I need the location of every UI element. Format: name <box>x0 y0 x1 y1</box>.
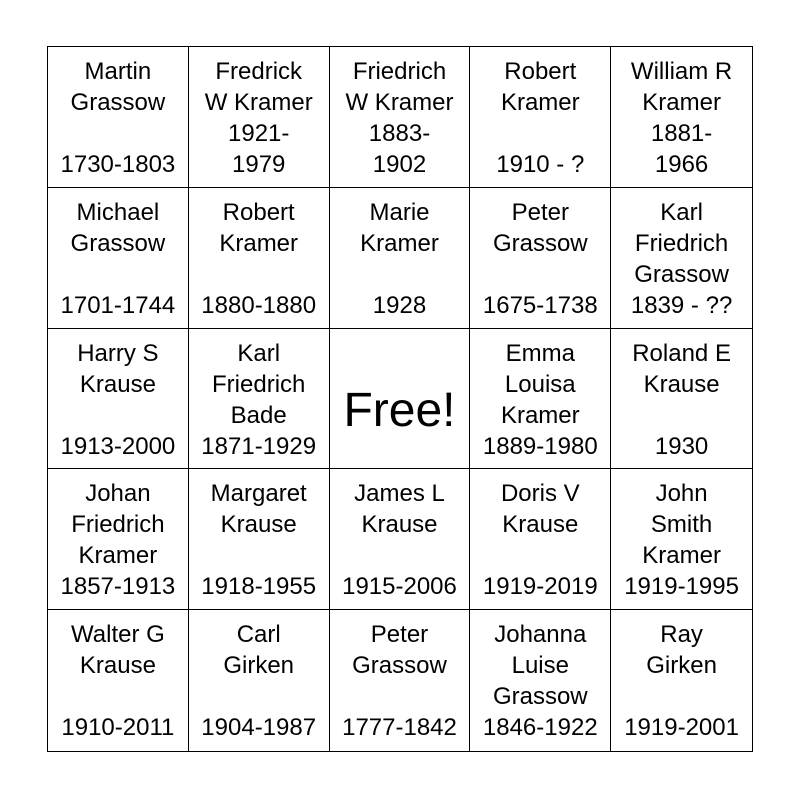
cell-text-line: Emma <box>505 339 575 367</box>
cell-text-line: 1857-1913 <box>60 573 176 601</box>
cell-text-line: Friedrich <box>71 511 165 539</box>
bingo-cell[interactable] <box>189 329 330 470</box>
cell-text-line: Krause <box>79 370 156 398</box>
bingo-cell[interactable] <box>189 47 330 188</box>
cell-text-line: Krause <box>502 511 579 539</box>
cell-text-line: 1915-2006 <box>342 573 457 601</box>
bingo-cell[interactable] <box>48 329 189 470</box>
bingo-cell[interactable] <box>470 469 611 610</box>
bingo-cell[interactable] <box>470 610 611 751</box>
bingo-cell[interactable] <box>470 47 611 188</box>
bingo-cell[interactable] <box>48 610 189 751</box>
bingo-cell[interactable] <box>330 469 471 610</box>
cell-text-line: Johanna <box>494 621 587 649</box>
cell-text-line: Karl <box>237 339 281 367</box>
cell-text-line: Friedrich <box>212 370 306 398</box>
bingo-cell[interactable] <box>48 188 189 329</box>
cell-text-line: 1921- <box>228 120 290 147</box>
cell-text-line: Kramer <box>219 229 299 257</box>
cell-text-line: 1919-2019 <box>482 573 598 601</box>
cell-text-line: Roland E <box>632 339 731 367</box>
cell-text-line: Grassow <box>352 652 447 680</box>
bingo-cell[interactable] <box>189 610 330 751</box>
cell-text-line: Martin <box>84 58 152 85</box>
bingo-cell[interactable] <box>611 610 752 751</box>
bingo-cell[interactable] <box>330 188 471 329</box>
cell-text-line: Grassow <box>70 229 166 257</box>
cell-text-line: 1730-1803 <box>60 151 176 178</box>
cell-text-line: Smith <box>650 511 713 539</box>
cell-text-line: 1928 <box>372 291 427 319</box>
cell-text-line: Fredrick <box>215 58 303 85</box>
free-space-label: Free! <box>343 383 456 437</box>
cell-text-line: 1919-1995 <box>624 573 739 601</box>
bingo-cell[interactable] <box>611 469 752 610</box>
cell-text-line: 1881- <box>650 120 713 147</box>
cell-text-line: Kramer <box>360 229 439 257</box>
cell-text-line: 1910-2011 <box>61 714 175 742</box>
cell-text-line: 1889-1980 <box>482 432 598 460</box>
cell-text-line: Johan <box>85 480 151 508</box>
cell-text-line: Robert <box>222 198 295 226</box>
cell-text-line: Kramer <box>642 89 721 116</box>
cell-text-line: John <box>655 480 708 508</box>
cell-text-line: Friedrich <box>352 58 447 85</box>
cell-text-line: Girken <box>223 652 295 680</box>
bingo-cell[interactable] <box>330 610 471 751</box>
bingo-cell[interactable] <box>611 329 752 470</box>
cell-text-line: 1930 <box>654 432 709 460</box>
bingo-cell[interactable] <box>189 188 330 329</box>
cell-text-line: Peter <box>370 621 429 649</box>
cell-text-line: W Kramer <box>204 89 313 116</box>
cell-text-line: 1979 <box>232 151 286 178</box>
cell-text-line: Luise <box>511 652 569 680</box>
cell-text-line: 1919-2001 <box>624 714 739 742</box>
bingo-cell[interactable] <box>611 188 752 329</box>
cell-text-line: Marie <box>369 198 430 226</box>
bingo-cell[interactable] <box>611 47 752 188</box>
cell-text-line: 1966 <box>654 151 709 178</box>
cell-text-line: 1839 - ?? <box>630 291 733 319</box>
cell-text-line: 1902 <box>372 151 427 178</box>
cell-text-line: Peter <box>511 198 569 226</box>
cell-text-line: Ray <box>660 621 703 649</box>
cell-text-line: 1675-1738 <box>482 291 598 319</box>
cell-text-line: 1910 - ? <box>496 151 585 178</box>
cell-text-line: James L <box>354 480 445 508</box>
cell-text-line: Doris V <box>500 480 580 508</box>
cell-text-line: W Kramer <box>345 89 454 116</box>
free-space-cell[interactable] <box>330 329 471 470</box>
cell-text-line: Krause <box>643 370 720 398</box>
cell-text-line: Grassow <box>634 260 729 288</box>
bingo-cell[interactable] <box>470 329 611 470</box>
cell-text-line: William R <box>630 58 733 85</box>
cell-text-line: Grassow <box>492 229 588 257</box>
cell-text-line: Bade <box>230 401 287 429</box>
cell-text-line: 1880-1880 <box>201 291 317 319</box>
cell-text-line: 1777-1842 <box>342 714 457 742</box>
cell-text-line: Krause <box>220 511 297 539</box>
cell-text-line: Karl <box>660 198 703 226</box>
cell-text-line: Girken <box>646 652 717 680</box>
cell-text-line: 1913-2000 <box>60 432 176 460</box>
cell-text-line: Friedrich <box>634 229 729 257</box>
cell-text-line: 1701-1744 <box>60 291 176 319</box>
bingo-cell[interactable] <box>48 47 189 188</box>
cell-text-line: Kramer <box>78 542 158 570</box>
bingo-cell[interactable] <box>330 47 471 188</box>
cell-text-line: Kramer <box>500 401 580 429</box>
cell-text-line: Walter G <box>71 621 165 649</box>
cell-text-line: Louisa <box>504 370 576 398</box>
bingo-cell[interactable] <box>189 469 330 610</box>
cell-text-line: Robert <box>504 58 577 85</box>
bingo-cell[interactable] <box>470 188 611 329</box>
bingo-cell[interactable] <box>48 469 189 610</box>
cell-text-line: Carl <box>236 621 281 649</box>
cell-text-line: 1918-1955 <box>201 573 317 601</box>
cell-text-line: Grassow <box>492 683 588 711</box>
cell-text-line: 1846-1922 <box>482 714 598 742</box>
cell-text-line: Harry S <box>77 339 159 367</box>
cell-text-line: Krause <box>79 652 156 680</box>
cell-text-line: Margaret <box>210 480 307 508</box>
cell-text-line: 1883- <box>368 120 431 147</box>
cell-text-line: Grassow <box>70 89 166 116</box>
bingo-board <box>47 46 753 752</box>
cell-text-line: 1871-1929 <box>201 432 317 460</box>
cell-text-line: 1904-1987 <box>201 714 317 742</box>
cell-text-line: Krause <box>361 511 438 539</box>
cell-text-line: Kramer <box>500 89 580 116</box>
cell-text-line: Kramer <box>642 542 721 570</box>
cell-text-line: Michael <box>76 198 160 226</box>
